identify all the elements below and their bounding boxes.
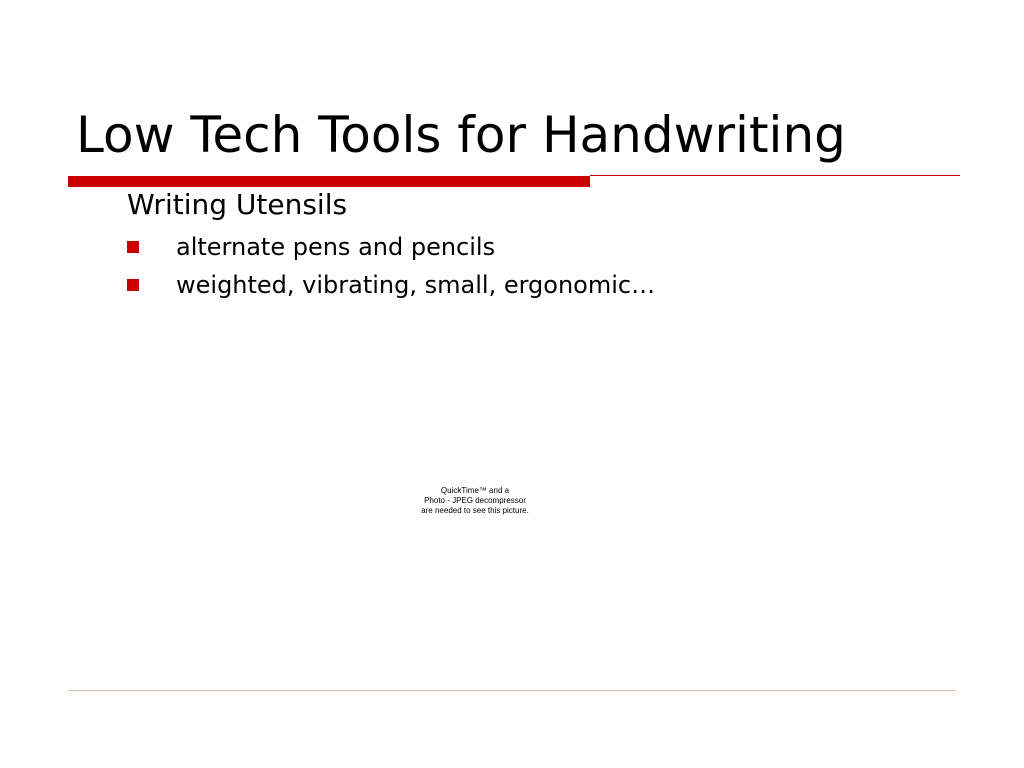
- square-bullet-icon: [127, 241, 139, 253]
- list-item: [127, 228, 655, 266]
- bullet-list: [127, 228, 655, 304]
- placeholder-line: are needed to see this picture.: [421, 506, 529, 515]
- slide-title: Low Tech Tools for Handwriting: [76, 106, 846, 164]
- placeholder-line: QuickTime™ and a: [440, 486, 510, 495]
- bullet-text: alternate pens and pencils: [176, 233, 496, 261]
- section-heading: Writing Utensils: [127, 188, 348, 221]
- placeholder-line: Photo - JPEG decompressor: [424, 496, 526, 505]
- bullet-text: weighted, vibrating, small, ergonomic…: [176, 271, 656, 299]
- title-underline-thin: [590, 175, 960, 176]
- footer-divider: [68, 690, 956, 691]
- image-placeholder: [400, 486, 550, 516]
- list-item: [127, 266, 655, 304]
- square-bullet-icon: [127, 279, 139, 291]
